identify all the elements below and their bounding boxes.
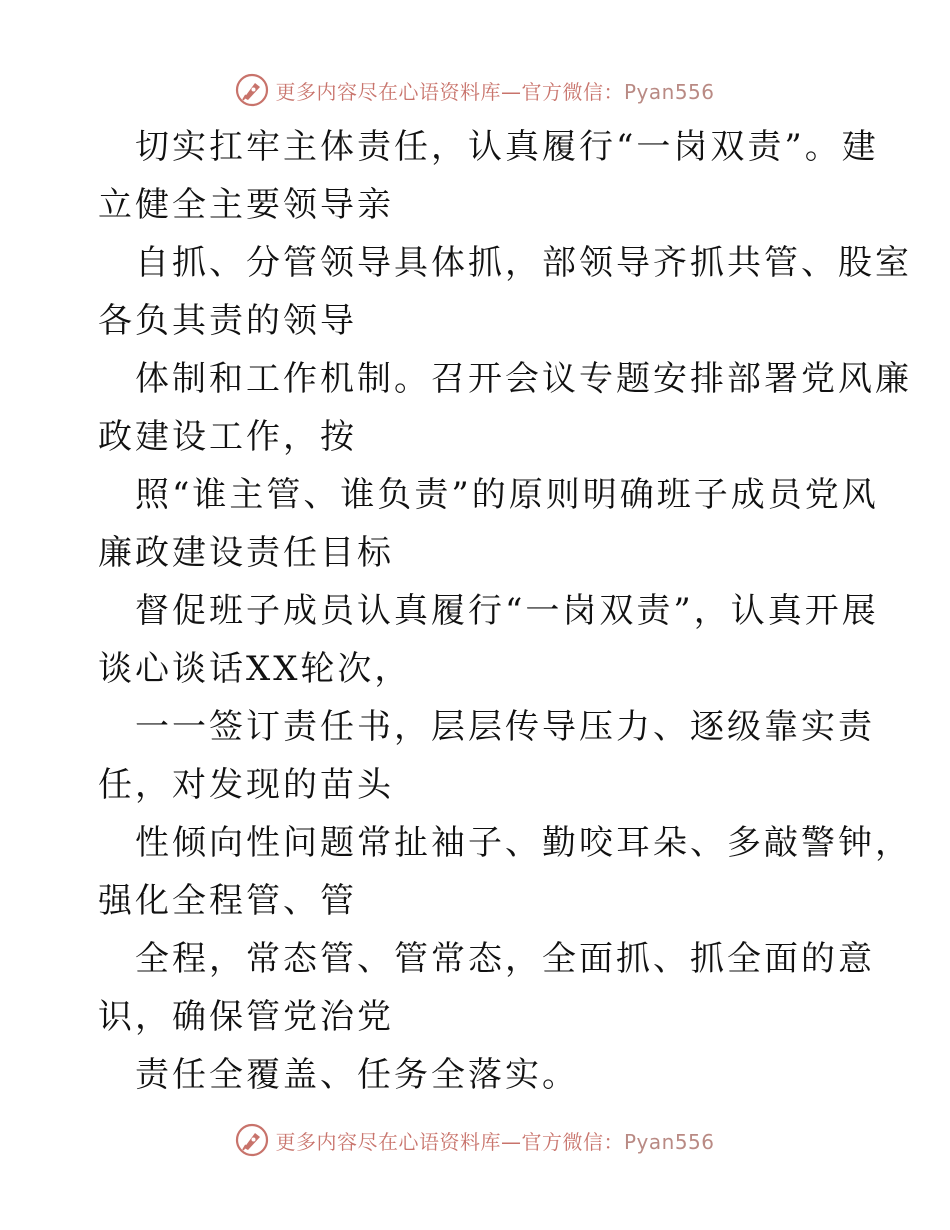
paragraph bbox=[98, 118, 879, 234]
paragraph-line: 切实扛牢主体责任，认真履行“一岗双责”。建 bbox=[135, 127, 879, 167]
banner-wechat-id: Pyan556 bbox=[623, 79, 715, 104]
paragraph-line: 全程，常态管、管常态，全面抓、抓全面的意 bbox=[135, 939, 875, 979]
paragraph-line: 体制和工作机制。召开会议专题安排部署党风廉 bbox=[135, 359, 912, 399]
paragraph bbox=[98, 698, 875, 814]
paragraph-line: 各负其责的领导 bbox=[98, 301, 357, 341]
paragraph bbox=[98, 350, 912, 466]
paragraph-line: 谈心谈话XX轮次， bbox=[98, 649, 412, 689]
paragraph-line: 强化全程管、管 bbox=[98, 881, 357, 921]
paragraph-line: 一一签订责任书，层层传导压力、逐级靠实责 bbox=[135, 707, 875, 747]
paragraph-line: 廉政建设责任目标 bbox=[98, 533, 394, 573]
banner-text bbox=[275, 76, 714, 105]
paragraph bbox=[98, 930, 875, 1046]
paragraph-line: 自抓、分管领导具体抓，部领导齐抓共管、股室 bbox=[135, 243, 912, 283]
banner-text-cn: 更多内容尽在心语资料库—官方微信： bbox=[275, 1129, 624, 1154]
paragraph-line: 督促班子成员认真履行“一岗双责”，认真开展 bbox=[135, 591, 879, 631]
paragraph bbox=[98, 234, 912, 350]
paragraph-line: 立健全主要领导亲 bbox=[98, 185, 394, 225]
paragraph bbox=[98, 582, 879, 698]
paragraph-line: 政建设工作，按 bbox=[98, 417, 357, 457]
paragraph-line: 识，确保管党治党 bbox=[98, 997, 394, 1037]
paragraph-line: 任，对发现的苗头 bbox=[98, 765, 394, 805]
pen-nib-logo-icon bbox=[235, 73, 269, 107]
paragraph-line: 性倾向性问题常扯袖子、勤咬耳朵、多敲警钟， bbox=[135, 823, 912, 863]
paragraph bbox=[98, 466, 879, 582]
paragraph bbox=[98, 1046, 858, 1104]
paragraph-line: 责任全覆盖、任务全落实。 bbox=[135, 1055, 579, 1095]
paragraph bbox=[98, 814, 912, 930]
banner-wechat-id: Pyan556 bbox=[623, 1129, 715, 1154]
paragraph-line: 照“谁主管、谁负责”的原则明确班子成员党风 bbox=[135, 475, 879, 515]
header-watermark-banner bbox=[0, 70, 950, 110]
banner-text bbox=[275, 1126, 714, 1155]
footer-watermark-banner bbox=[0, 1120, 950, 1160]
banner-text-cn: 更多内容尽在心语资料库—官方微信： bbox=[275, 79, 624, 104]
pen-nib-logo-icon bbox=[235, 1123, 269, 1157]
document-body bbox=[98, 118, 912, 1104]
